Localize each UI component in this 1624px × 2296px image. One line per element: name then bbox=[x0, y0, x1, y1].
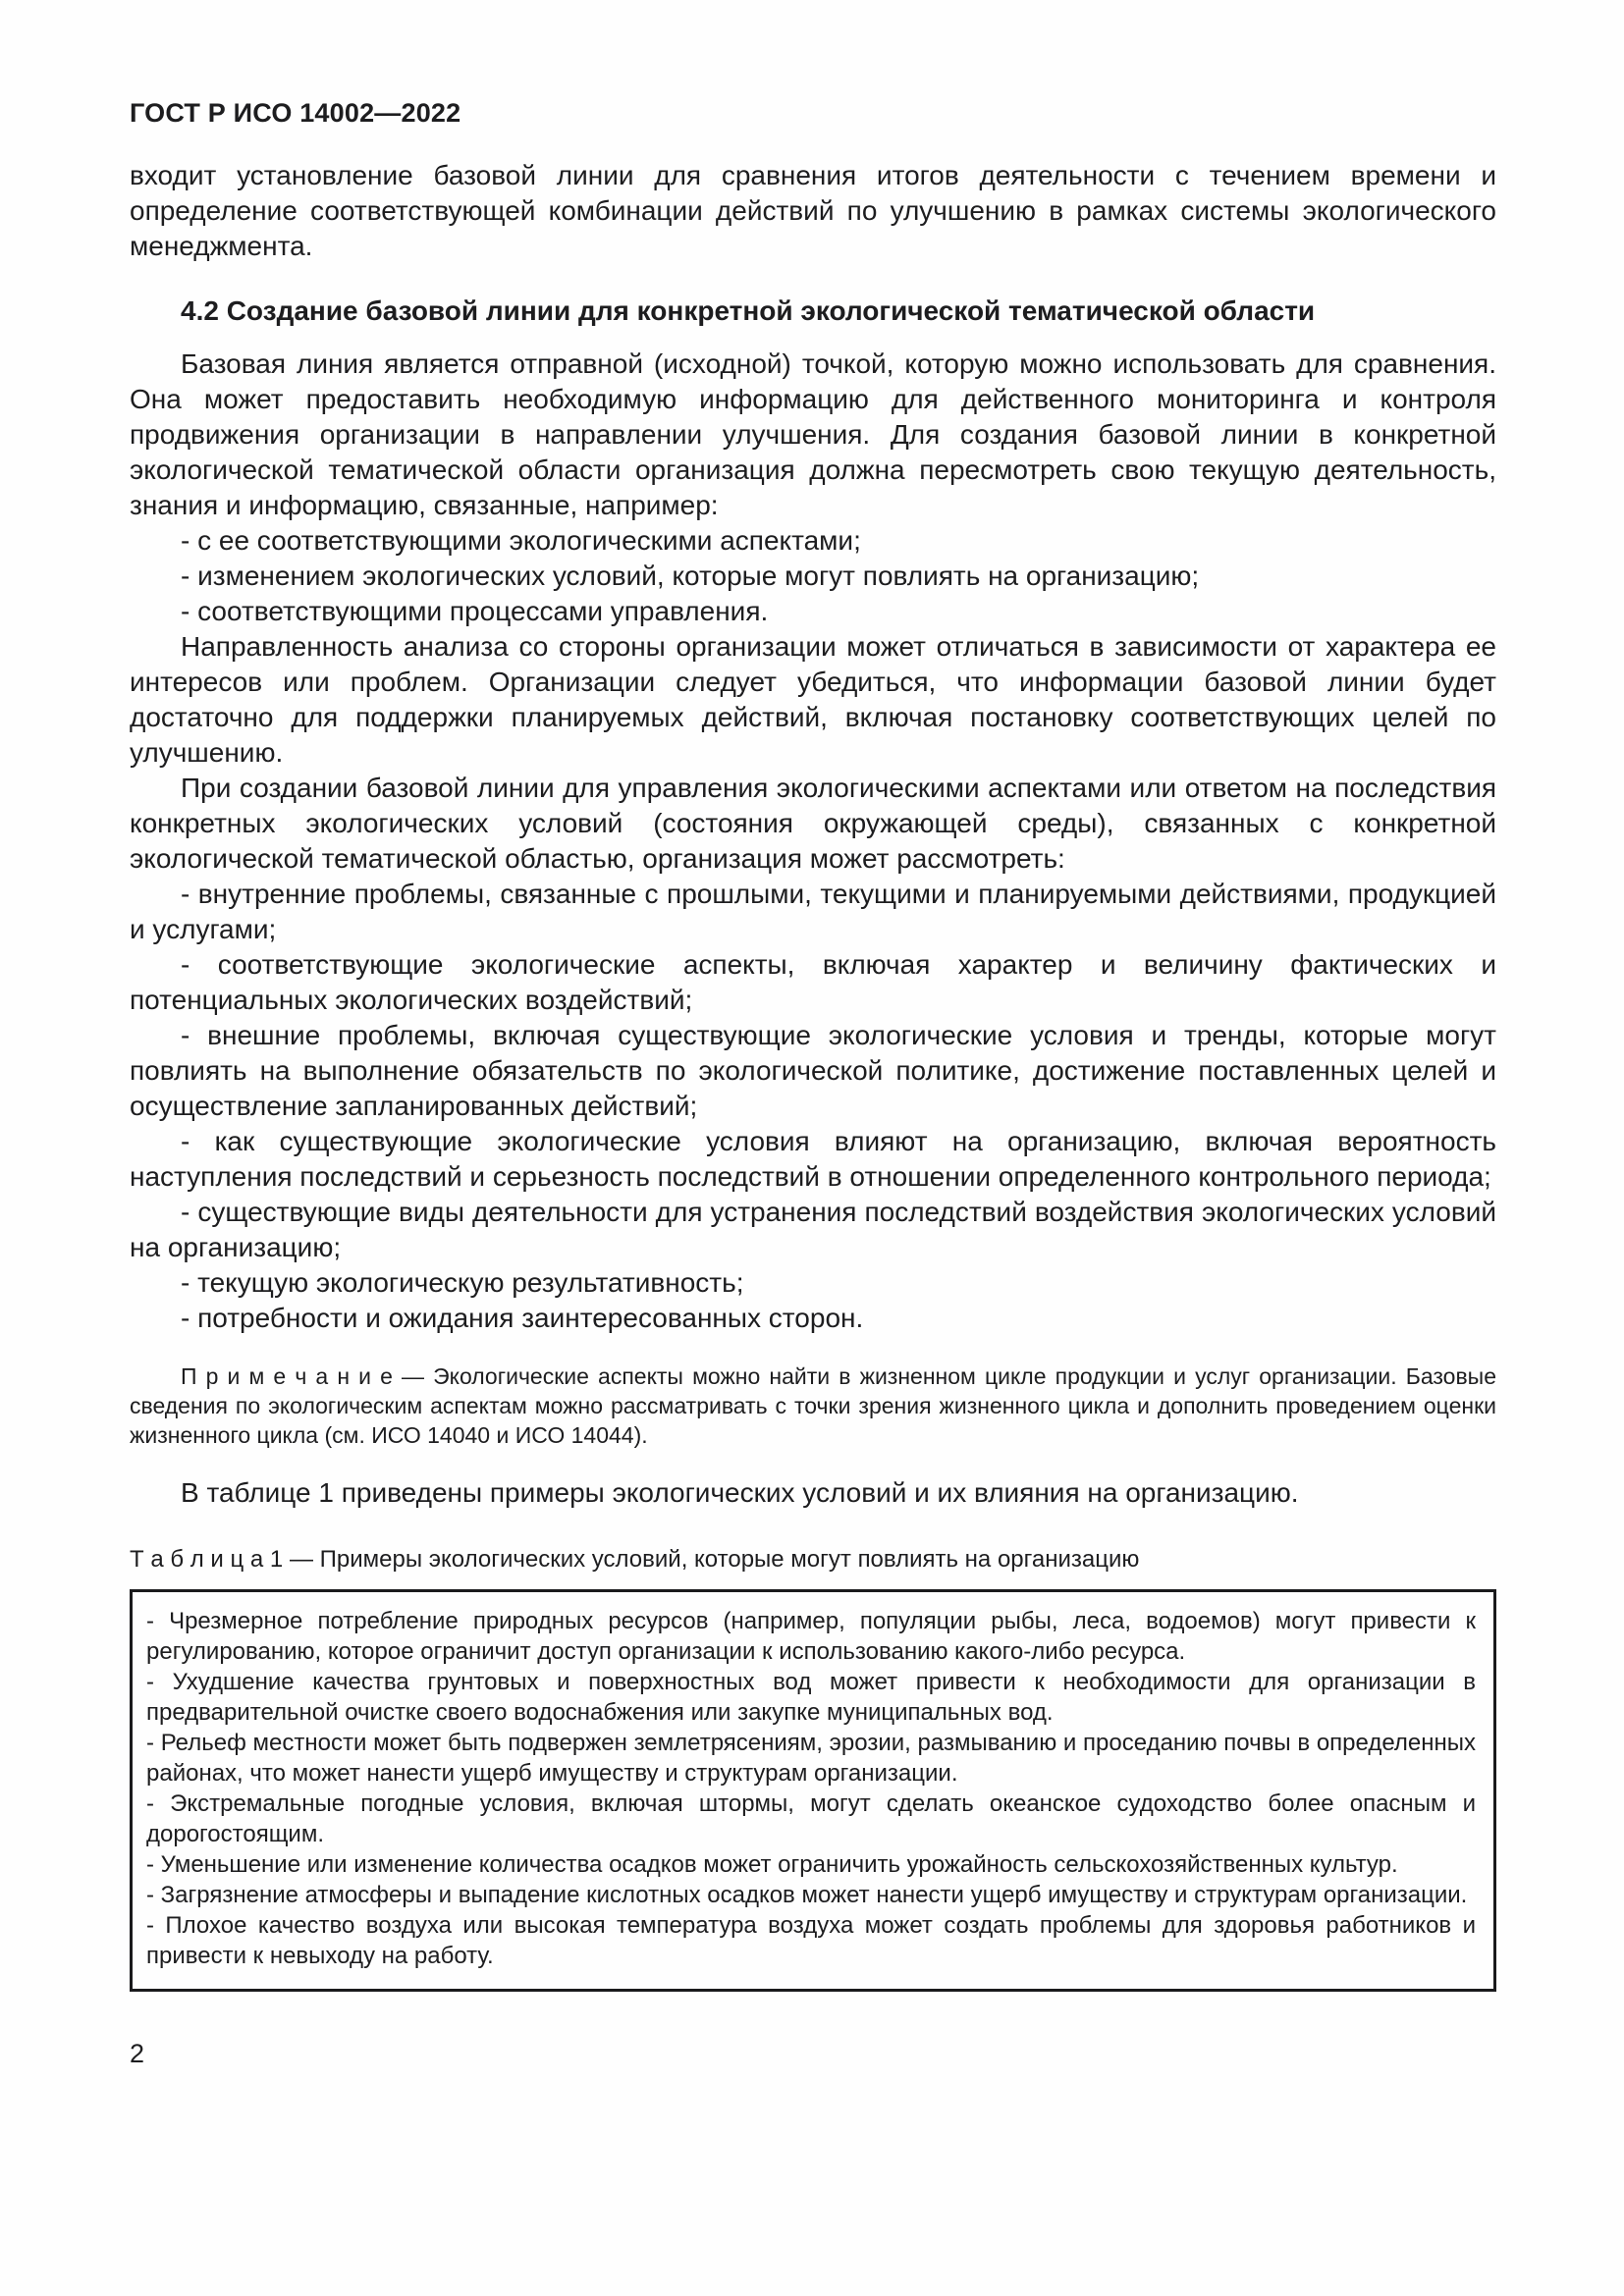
list-item: - изменением экологических условий, которые могут повлиять на организацию; bbox=[181, 561, 1200, 591]
table-row: - Уменьшение или изменение количества осадков может ограничить урожайность сельскохозяйственных культур. bbox=[146, 1851, 1398, 1878]
list-item: - соответствующие экологические аспекты, включая характер и величину фактических и потенциальных экологических воздействий; bbox=[130, 949, 1496, 1015]
paragraph-table-reference: В таблице 1 приведены примеры экологических условий и их влияния на организацию. bbox=[181, 1477, 1299, 1508]
table-row: - Плохое качество воздуха или высокая температура воздуха может создать проблемы для здоровья работников и привести к невыходу на работу. bbox=[146, 1912, 1476, 1969]
table-1-caption: Т а б л и ц а 1 — Примеры экологических условий, которые могут повлиять на организацию bbox=[130, 1546, 1140, 1573]
page-content bbox=[130, 158, 1496, 1992]
table-row: - Ухудшение качества грунтовых и поверхностных вод может привести к необходимости для организации в предварительной очистке своего водоснабжения или закупке муниципальных вод. bbox=[146, 1669, 1476, 1726]
list-item: - текущую экологическую результативность; bbox=[181, 1267, 744, 1298]
list-review-items bbox=[130, 523, 1496, 629]
list-item: - как существующие экологические условия влияют на организацию, включая вероятность наступления последствий и серьезность последствий в отношении определенного контрольного периода; bbox=[130, 1126, 1496, 1192]
paragraph-analysis-focus: Направленность анализа со стороны организации может отличаться в зависимости от характера ее интересов или проблем. Организации следует убедиться, что информации базовой линии будет достаточно для поддержки планируемых действий, включая постановку соответствующих целей по улучшению. bbox=[130, 631, 1496, 768]
table-row: - Рельеф местности может быть подвержен землетрясениям, эрозии, размыванию и проседанию почвы в определенных районах, что может нанести ущерб имуществу и структурам организации. bbox=[146, 1730, 1476, 1787]
paragraph-baseline-creation: При создании базовой линии для управления экологическими аспектами или ответом на последствия конкретных экологических условий (состояния окружающей среды), связанных с конкретной экологической тематической областью, организация может рассмотреть: bbox=[130, 773, 1496, 874]
paragraph-baseline-definition: Базовая линия является отправной (исходной) точкой, которую можно использовать для сравнения. Она может предоставить необходимую информацию для действенного мониторинга и контроля продвижения организации в направлении улучшения. Для создания базовой линии в конкретной экологической тематической области организация должна пересмотреть свою текущую деятельность, знания и информацию, связанные, например: bbox=[130, 348, 1496, 520]
table-row: - Экстремальные погодные условия, включая штормы, могут сделать океанское судоходство более опасным и дорогостоящим. bbox=[146, 1790, 1476, 1847]
list-consideration-items bbox=[130, 877, 1496, 1336]
table-row: - Чрезмерное потребление природных ресурсов (например, популяции рыбы, леса, водоемов) могут привести к регулированию, которое ограничит доступ организации к использованию какого-либо ресурса. bbox=[146, 1608, 1476, 1665]
list-item: - соответствующими процессами управления. bbox=[181, 596, 769, 626]
section-heading-4-2: 4.2 Создание базовой линии для конкретной экологической тематической области bbox=[181, 295, 1316, 326]
list-item: - внешние проблемы, включая существующие экологические условия и тренды, которые могут повлиять на выполнение обязательств по экологической политике, достижение поставленных целей и осуществление запланированных действий; bbox=[130, 1020, 1496, 1121]
list-item: - с ее соответствующими экологическими аспектами; bbox=[181, 525, 861, 556]
table-row: - Загрязнение атмосферы и выпадение кислотных осадков может нанести ущерб имуществу и структурам организации. bbox=[146, 1882, 1468, 1908]
list-item: - потребности и ожидания заинтересованных сторон. bbox=[181, 1303, 864, 1333]
list-item: - внутренние проблемы, связанные с прошлыми, текущими и планируемыми действиями, продукцией и услугами; bbox=[130, 879, 1496, 944]
document-header: ГОСТ Р ИСО 14002—2022 bbox=[130, 98, 461, 128]
table-1 bbox=[130, 1589, 1496, 1992]
list-item: - существующие виды деятельности для устранения последствий воздействия экологических условий на организацию; bbox=[130, 1197, 1496, 1262]
note-paragraph: П р и м е ч а н и е — Экологические аспекты можно найти в жизненном цикле продукции и услуг организации. Базовые сведения по экологическим аспектам можно рассматривать с точки зрения жизненного цикла и дополнить проведением оценки жизненного цикла (см. ИСО 14040 и ИСО 14044). bbox=[130, 1363, 1496, 1448]
page-number: 2 bbox=[130, 2039, 145, 2068]
paragraph-intro-continuation: входит установление базовой линии для сравнения итогов деятельности с течением времени и определение соответствующей комбинации действий по улучшению в рамках системы экологического менеджмента. bbox=[130, 160, 1496, 261]
